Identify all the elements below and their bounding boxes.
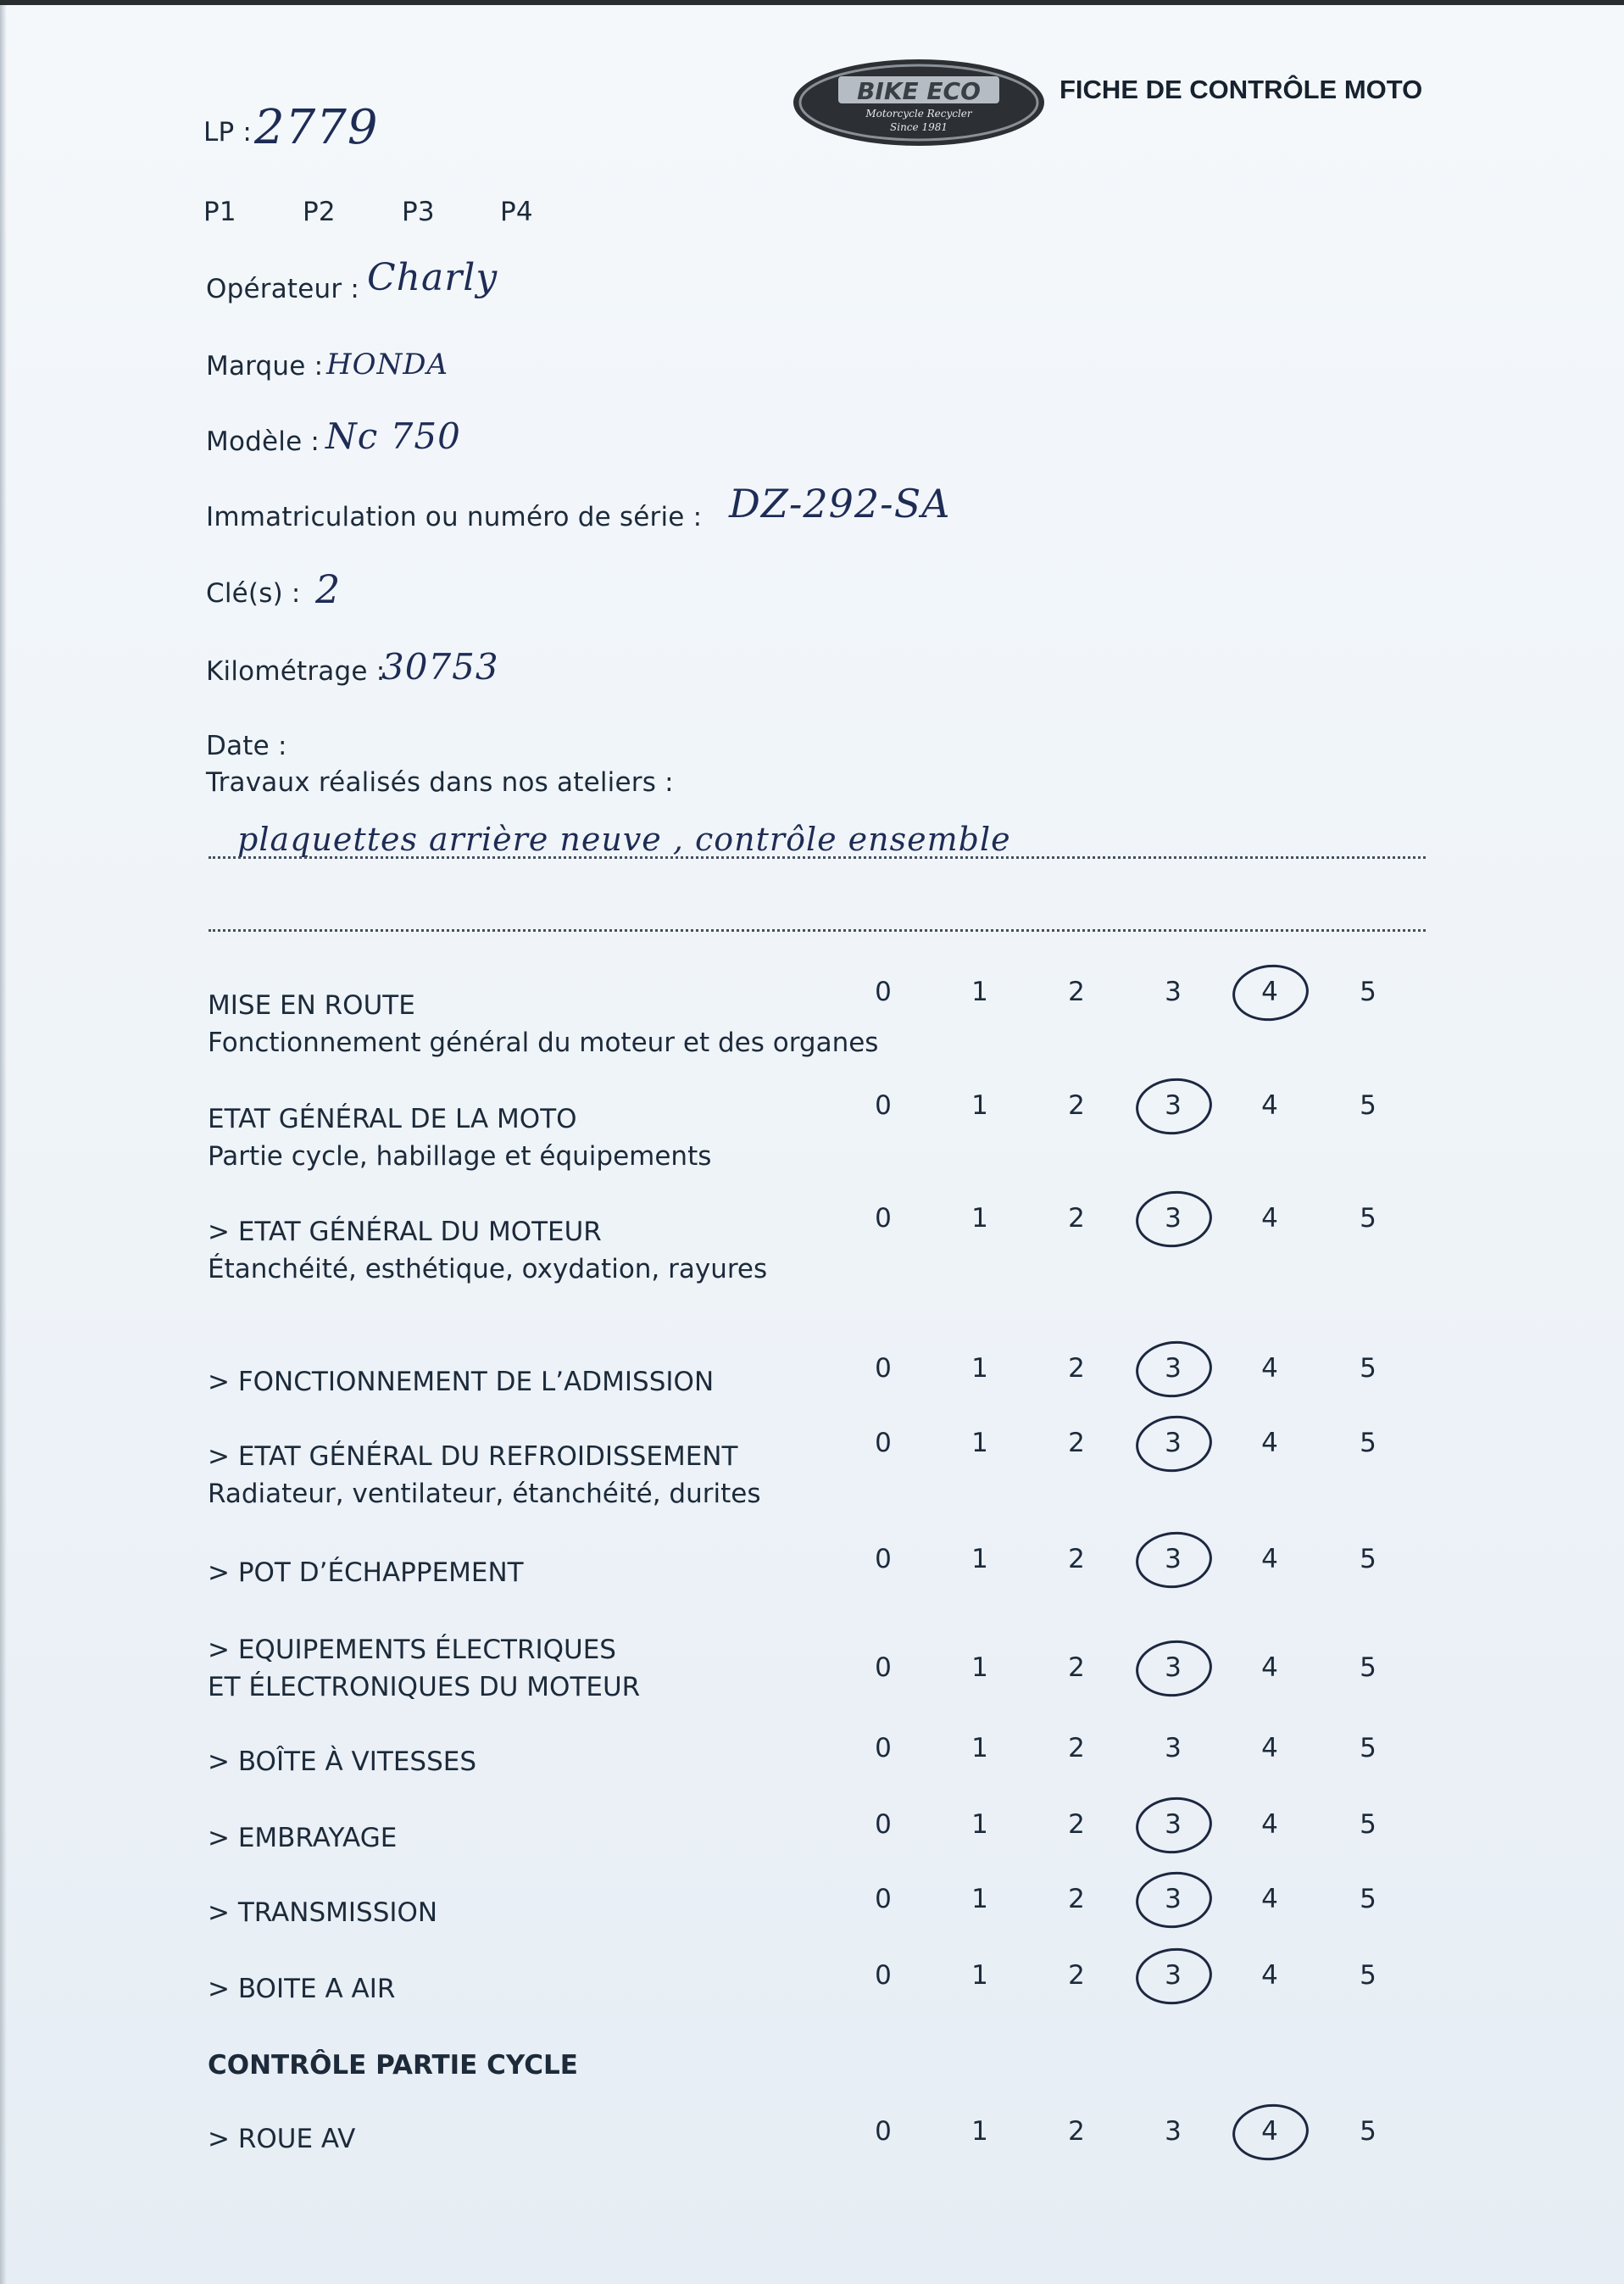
score-option-2[interactable]: 2 <box>1068 1090 1085 1121</box>
modele-value[interactable]: Nc 750 <box>325 415 461 457</box>
score-option-4[interactable]: 4 <box>1261 1652 1278 1683</box>
score-option-5[interactable]: 5 <box>1360 1353 1377 1384</box>
score-option-5[interactable]: 5 <box>1360 1884 1377 1914</box>
check-label: MISE EN ROUTE <box>208 990 415 1021</box>
score-option-4[interactable]: 4 <box>1261 1203 1278 1234</box>
p2-option[interactable]: P2 <box>303 197 336 227</box>
score-option-2[interactable]: 2 <box>1068 977 1085 1007</box>
score-option-4[interactable]: 4 <box>1261 1428 1278 1458</box>
score-option-3[interactable]: 3 <box>1165 2116 1182 2147</box>
selected-score-circle <box>1133 1944 1215 2008</box>
immat-label: Immatriculation ou numéro de série : <box>206 502 703 532</box>
score-option-2[interactable]: 2 <box>1068 1544 1085 1574</box>
score-option-0[interactable]: 0 <box>875 1809 892 1840</box>
score-option-1[interactable]: 1 <box>971 1809 988 1840</box>
travaux-label: Travaux réalisés dans nos ateliers : <box>206 767 674 798</box>
check-sublabel: Partie cycle, habillage et équipements <box>208 1141 712 1172</box>
score-option-4[interactable]: 4 <box>1261 1809 1278 1840</box>
km-label: Kilométrage : <box>206 656 386 687</box>
bike-eco-logo <box>792 58 1046 148</box>
score-option-2[interactable]: 2 <box>1068 1652 1085 1683</box>
score-option-0[interactable]: 0 <box>875 1203 892 1234</box>
score-option-0[interactable]: 0 <box>875 2116 892 2147</box>
score-option-1[interactable]: 1 <box>971 1428 988 1458</box>
score-option-5[interactable]: 5 <box>1360 1733 1377 1763</box>
check-label: CONTRÔLE PARTIE CYCLE <box>208 2050 578 2081</box>
travaux-line-2 <box>209 929 1426 932</box>
selected-score-circle <box>1230 2100 1311 2164</box>
score-option-3[interactable]: 3 <box>1165 1960 1182 1991</box>
score-option-2[interactable]: 2 <box>1068 1733 1085 1763</box>
score-option-3[interactable]: 3 <box>1165 1428 1182 1458</box>
selected-score-circle <box>1133 1636 1215 1700</box>
check-label: > BOITE A AIR <box>208 1974 396 2004</box>
score-option-1[interactable]: 1 <box>971 1652 988 1683</box>
score-option-2[interactable]: 2 <box>1068 1428 1085 1458</box>
score-option-4[interactable]: 4 <box>1261 1090 1278 1121</box>
score-option-3[interactable]: 3 <box>1165 1353 1182 1384</box>
score-option-5[interactable]: 5 <box>1360 1652 1377 1683</box>
score-option-2[interactable]: 2 <box>1068 1203 1085 1234</box>
check-label: > ETAT GÉNÉRAL DU MOTEUR <box>208 1217 602 1247</box>
score-option-2[interactable]: 2 <box>1068 2116 1085 2147</box>
modele-label: Modèle : <box>206 426 320 457</box>
check-label: > BOÎTE À VITESSES <box>208 1746 477 1777</box>
operateur-label: Opérateur : <box>206 274 360 304</box>
score-option-0[interactable]: 0 <box>875 1652 892 1683</box>
selected-score-circle <box>1230 961 1311 1024</box>
score-option-3[interactable]: 3 <box>1165 1203 1182 1234</box>
selected-score-circle <box>1133 1528 1215 1591</box>
p3-option[interactable]: P3 <box>402 197 435 227</box>
logo-subtitle: Motorcycle Recycler <box>865 108 972 120</box>
check-sublabel: Étanchéité, esthétique, oxydation, rayures <box>208 1254 768 1284</box>
p4-option[interactable]: P4 <box>500 197 533 227</box>
score-option-3[interactable]: 3 <box>1165 1652 1182 1683</box>
score-option-4[interactable]: 4 <box>1261 1884 1278 1914</box>
score-option-5[interactable]: 5 <box>1360 1428 1377 1458</box>
check-label: > FONCTIONNEMENT DE L’ADMISSION <box>208 1367 715 1397</box>
score-option-5[interactable]: 5 <box>1360 977 1377 1007</box>
check-label: > TRANSMISSION <box>208 1897 438 1928</box>
score-option-0[interactable]: 0 <box>875 1960 892 1991</box>
score-option-3[interactable]: 3 <box>1165 1733 1182 1763</box>
marque-label: Marque : <box>206 351 324 382</box>
score-option-1[interactable]: 1 <box>971 2116 988 2147</box>
score-option-0[interactable]: 0 <box>875 1884 892 1914</box>
selected-score-circle <box>1133 1868 1215 1931</box>
check-sublabel: Fonctionnement général du moteur et des organes <box>208 1028 879 1058</box>
date-label: Date : <box>206 731 287 761</box>
score-option-5[interactable]: 5 <box>1360 1544 1377 1574</box>
check-label: ETAT GÉNÉRAL DE LA MOTO <box>208 1104 577 1134</box>
score-option-3[interactable]: 3 <box>1165 977 1182 1007</box>
check-label: > ROUE AV <box>208 2124 356 2154</box>
score-option-4[interactable]: 4 <box>1261 1960 1278 1991</box>
score-option-3[interactable]: 3 <box>1165 1809 1182 1840</box>
km-value[interactable]: 30753 <box>381 646 499 688</box>
score-option-5[interactable]: 5 <box>1360 1090 1377 1121</box>
score-option-1[interactable]: 1 <box>971 1733 988 1763</box>
marque-value[interactable]: HONDA <box>326 348 449 382</box>
score-option-4[interactable]: 4 <box>1261 1544 1278 1574</box>
score-option-5[interactable]: 5 <box>1360 1960 1377 1991</box>
score-option-1[interactable]: 1 <box>971 1544 988 1574</box>
operateur-value[interactable]: Charly <box>367 256 498 299</box>
check-sublabel: Radiateur, ventilateur, étanchéité, durites <box>208 1479 761 1509</box>
p1-option[interactable]: P1 <box>203 197 236 227</box>
score-option-1[interactable]: 1 <box>971 1884 988 1914</box>
score-option-2[interactable]: 2 <box>1068 1809 1085 1840</box>
score-option-2[interactable]: 2 <box>1068 1884 1085 1914</box>
selected-score-circle <box>1133 1793 1215 1857</box>
check-label: > ETAT GÉNÉRAL DU REFROIDISSEMENT <box>208 1441 738 1472</box>
score-option-4[interactable]: 4 <box>1261 1733 1278 1763</box>
score-option-1[interactable]: 1 <box>971 1960 988 1991</box>
score-option-3[interactable]: 3 <box>1165 1544 1182 1574</box>
sheet-title: FICHE DE CONTRÔLE MOTO <box>1059 75 1423 104</box>
logo-text: BIKE ECO <box>857 77 981 105</box>
score-option-2[interactable]: 2 <box>1068 1960 1085 1991</box>
check-label: > EMBRAYAGE <box>208 1823 398 1853</box>
score-option-5[interactable]: 5 <box>1360 1203 1377 1234</box>
score-option-1[interactable]: 1 <box>971 977 988 1007</box>
score-option-1[interactable]: 1 <box>971 1203 988 1234</box>
score-option-1[interactable]: 1 <box>971 1090 988 1121</box>
check-label: > EQUIPEMENTS ÉLECTRIQUES <box>208 1635 616 1665</box>
travaux-value[interactable]: plaquettes arrière neuve , contrôle ensemble <box>237 821 1011 858</box>
selected-score-circle <box>1133 1187 1215 1251</box>
score-option-5[interactable]: 5 <box>1360 1809 1377 1840</box>
selected-score-circle <box>1133 1412 1215 1475</box>
score-option-5[interactable]: 5 <box>1360 2116 1377 2147</box>
score-option-3[interactable]: 3 <box>1165 1884 1182 1914</box>
travaux-line-1 <box>209 856 1426 859</box>
logo-since: Since 1981 <box>890 121 948 133</box>
check-sublabel: ET ÉLECTRONIQUES DU MOTEUR <box>208 1672 641 1702</box>
score-option-2[interactable]: 2 <box>1068 1353 1085 1384</box>
selected-score-circle <box>1133 1337 1215 1401</box>
score-option-0[interactable]: 0 <box>875 1733 892 1763</box>
score-option-0[interactable]: 0 <box>875 1428 892 1458</box>
selected-score-circle <box>1133 1074 1215 1138</box>
check-label: > POT D’ÉCHAPPEMENT <box>208 1557 524 1588</box>
score-option-0[interactable]: 0 <box>875 1353 892 1384</box>
score-option-3[interactable]: 3 <box>1165 1090 1182 1121</box>
lp-label: LP : <box>203 117 253 148</box>
lp-value[interactable]: 2779 <box>254 100 379 155</box>
score-option-1[interactable]: 1 <box>971 1353 988 1384</box>
score-option-4[interactable]: 4 <box>1261 977 1278 1007</box>
score-option-4[interactable]: 4 <box>1261 2116 1278 2147</box>
score-option-0[interactable]: 0 <box>875 1090 892 1121</box>
cles-value[interactable]: 2 <box>315 566 342 612</box>
cles-label: Clé(s) : <box>206 578 301 609</box>
score-option-4[interactable]: 4 <box>1261 1353 1278 1384</box>
immat-value[interactable]: DZ-292-SA <box>729 481 951 526</box>
score-option-0[interactable]: 0 <box>875 1544 892 1574</box>
score-option-0[interactable]: 0 <box>875 977 892 1007</box>
